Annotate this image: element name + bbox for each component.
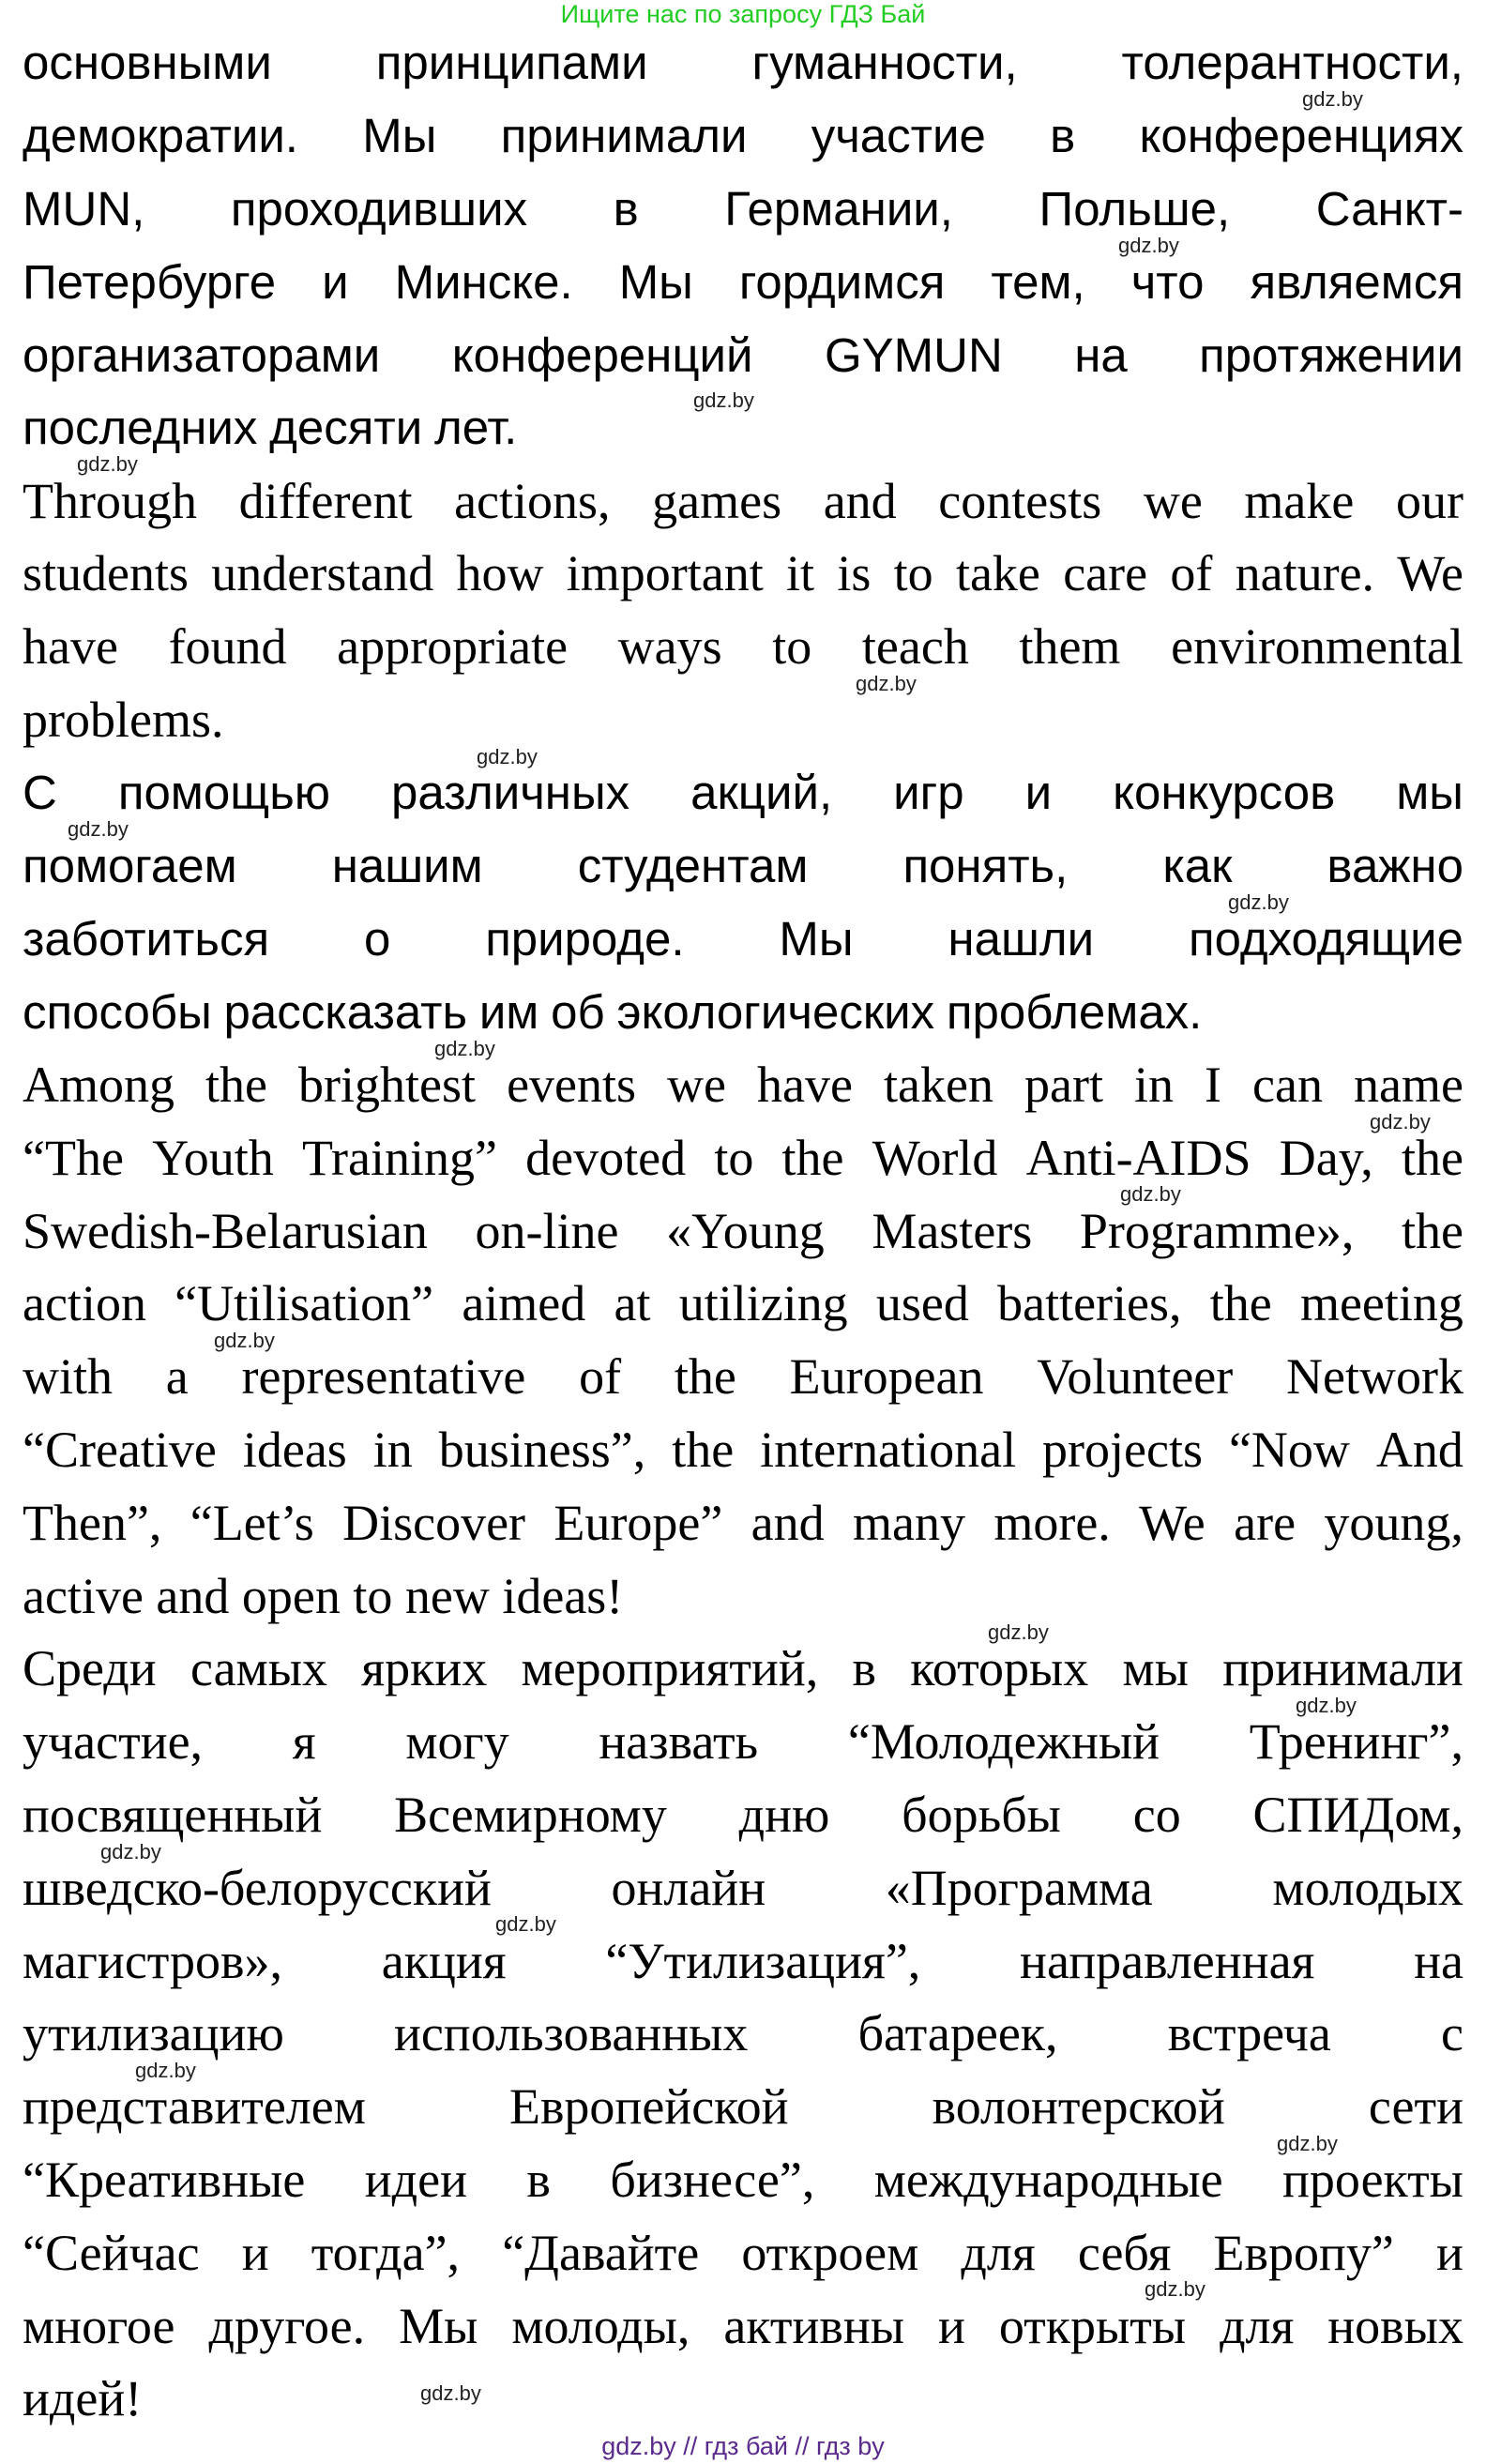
word: способы <box>23 984 212 1039</box>
text-line <box>23 2143 1463 2216</box>
word: десяти <box>269 401 423 455</box>
word: Европейской <box>508 2078 789 2136</box>
word: to <box>353 1567 393 1624</box>
word: active <box>23 1567 144 1624</box>
word: of <box>1170 545 1213 602</box>
word: акций, <box>690 766 833 820</box>
word: meeting <box>1299 1275 1463 1332</box>
text-line <box>23 756 1463 829</box>
word: used <box>875 1275 969 1332</box>
word: it <box>786 545 815 602</box>
word: молодых <box>1272 1859 1463 1916</box>
word: последних <box>23 401 258 455</box>
word: the <box>781 1129 844 1186</box>
text-line <box>23 1048 1463 1121</box>
word: Всемирному <box>394 1787 667 1844</box>
word: Минске. <box>394 254 573 309</box>
text-line <box>23 1633 1463 1706</box>
word: contests <box>938 472 1102 529</box>
word: идей! <box>23 2370 143 2427</box>
text-line <box>23 1413 1463 1486</box>
word: can <box>1252 1057 1323 1114</box>
word: участие, <box>23 1713 204 1771</box>
word: to <box>772 618 812 676</box>
word: Тренинг”, <box>1249 1713 1463 1771</box>
watermark: gdz.by <box>495 1912 556 1936</box>
word: онлайн <box>611 1859 766 1916</box>
word: конференциях <box>1139 109 1463 163</box>
word: со <box>1132 1787 1181 1844</box>
word: devoted <box>525 1129 687 1186</box>
watermark: gdz.by <box>68 817 129 841</box>
word: молоды, <box>511 2297 690 2354</box>
text-line <box>23 1924 1463 1998</box>
text-line <box>23 610 1463 683</box>
word: different <box>238 472 413 529</box>
watermark: gdz.by <box>135 2059 196 2082</box>
word: студентам <box>577 839 809 893</box>
watermark: gdz.by <box>693 388 754 412</box>
word: подходящие <box>1188 911 1463 966</box>
word: помощью <box>117 766 331 820</box>
word: помогаем <box>23 839 237 893</box>
word: “Let’s <box>190 1494 314 1551</box>
word: problems. <box>23 692 224 749</box>
word: a <box>165 1348 189 1406</box>
word: СПИДом, <box>1252 1787 1463 1844</box>
text-line <box>23 975 1463 1048</box>
word: экологических <box>616 984 935 1039</box>
word: Среди <box>23 1640 157 1697</box>
text-line <box>23 1998 1463 2071</box>
word: understand <box>211 545 434 602</box>
word: Youth <box>152 1129 274 1186</box>
word: Then”, <box>23 1494 162 1551</box>
word: brightest <box>298 1057 477 1114</box>
watermark: gdz.by <box>1302 87 1363 111</box>
word: «Программа <box>885 1859 1153 1916</box>
word: на <box>1074 327 1128 382</box>
word: nature. <box>1235 545 1375 602</box>
text-line <box>23 1778 1463 1851</box>
text-line <box>23 1486 1463 1559</box>
word: representative <box>241 1348 526 1406</box>
word: games <box>652 472 782 529</box>
watermark: gdz.by <box>214 1329 275 1352</box>
text-line <box>23 1194 1463 1268</box>
word: многое <box>23 2297 175 2354</box>
word: гордимся <box>738 254 946 309</box>
text-line <box>23 2070 1463 2143</box>
word: природе. <box>485 911 685 966</box>
word: рассказать <box>223 984 468 1039</box>
word: в <box>1050 109 1076 163</box>
word: the <box>672 1422 735 1479</box>
word: являемся <box>1250 254 1463 309</box>
word: представителем <box>23 2078 366 2136</box>
text-line <box>23 1851 1463 1924</box>
word: Петербурге <box>23 254 277 309</box>
word: заботиться <box>23 911 270 966</box>
text-line <box>23 26 1463 99</box>
word: to <box>714 1129 754 1186</box>
word: для <box>1220 2297 1295 2354</box>
word: have <box>757 1057 853 1114</box>
word: on-line <box>475 1202 619 1259</box>
word: of <box>579 1348 622 1406</box>
word: “Креативные <box>23 2152 306 2208</box>
word: important <box>566 545 764 602</box>
text-line <box>23 245 1463 318</box>
word: Europe” <box>553 1494 723 1551</box>
word: утилизацию <box>23 2005 284 2062</box>
word: об <box>551 984 605 1039</box>
watermark: gdz.by <box>1296 1694 1357 1717</box>
word: проекты <box>1282 2152 1463 2208</box>
word: environmental <box>1171 618 1463 676</box>
word: в <box>613 181 639 236</box>
word: and <box>823 472 897 529</box>
word: принципами <box>375 36 648 90</box>
word: take <box>955 545 1040 602</box>
word: action <box>23 1275 146 1332</box>
word: how <box>456 545 544 602</box>
word: магистров», <box>23 1932 283 1989</box>
word: events <box>507 1057 637 1114</box>
word: Discover <box>342 1494 526 1551</box>
watermark: gdz.by <box>77 452 138 476</box>
word: many <box>852 1494 965 1551</box>
word: aimed <box>462 1275 586 1332</box>
word: на <box>1414 1932 1463 1989</box>
word: встреча <box>1167 2005 1331 2062</box>
word: Swedish-Belarusian <box>23 1202 428 1259</box>
word: гуманности, <box>751 36 1018 90</box>
text-line <box>23 1559 1463 1633</box>
word: конкурсов <box>1113 766 1336 820</box>
word: in <box>372 1422 413 1479</box>
word: лет. <box>434 401 518 455</box>
word: тогда”, <box>311 2224 461 2281</box>
word: участие <box>811 109 986 163</box>
word: actions, <box>454 472 611 529</box>
word: found <box>168 618 287 676</box>
word: нашим <box>331 839 483 893</box>
word: протяжении <box>1199 327 1463 382</box>
word: teach <box>861 618 969 676</box>
word: бизнесе”, <box>610 2152 815 2208</box>
word: новых <box>1327 2297 1463 2354</box>
watermark: gdz.by <box>1120 1182 1181 1206</box>
word: посвященный <box>23 1787 323 1844</box>
word: важно <box>1327 839 1463 893</box>
word: the <box>1209 1275 1272 1332</box>
word: “Давайте <box>502 2224 700 2281</box>
word: We <box>1397 545 1463 602</box>
word: мы <box>1122 1640 1189 1697</box>
watermark: gdz.by <box>420 2381 481 2405</box>
word: the <box>674 1348 736 1406</box>
word: шведско-белорусский <box>23 1859 492 1916</box>
word: World <box>872 1129 998 1186</box>
word: им <box>478 984 539 1039</box>
word: “Сейчас <box>23 2224 200 2281</box>
word: in <box>1133 1057 1174 1114</box>
word: волонтерской <box>932 2078 1225 2136</box>
word: them <box>1019 618 1121 676</box>
watermark: gdz.by <box>1118 234 1179 257</box>
word: ideas <box>242 1422 347 1479</box>
word: нашли <box>948 911 1095 966</box>
word: борьбы <box>902 1787 1061 1844</box>
word: batteries, <box>997 1275 1182 1332</box>
word: business”, <box>438 1422 646 1479</box>
word: “Утилизация”, <box>605 1932 921 1989</box>
word: различных <box>391 766 630 820</box>
word: ways <box>617 618 722 676</box>
watermark: gdz.by <box>856 672 917 695</box>
watermark: gdz.by <box>434 1037 495 1060</box>
word: и <box>937 2297 965 2354</box>
word: Day, <box>1279 1129 1373 1186</box>
word: is <box>837 545 872 602</box>
paragraph <box>23 464 1463 756</box>
word: принимали <box>1222 1640 1463 1697</box>
text-line <box>23 99 1463 173</box>
word: себя <box>1077 2224 1172 2281</box>
word: ideas! <box>502 1567 624 1624</box>
text-line <box>23 2216 1463 2289</box>
word: дню <box>738 1787 830 1844</box>
word: MUN, <box>23 181 145 236</box>
word: Мы <box>399 2297 478 2354</box>
word: и <box>1024 766 1053 820</box>
word: которых <box>910 1640 1089 1697</box>
word: могу <box>405 1713 509 1771</box>
word: конференций <box>451 327 753 382</box>
word: Through <box>23 472 197 529</box>
word: taken <box>884 1057 993 1114</box>
word: международные <box>873 2152 1223 2208</box>
text-line <box>23 2289 1463 2363</box>
word: we <box>667 1057 727 1114</box>
site-footer-links: gdz.by // гдз бай // гдз by <box>601 2432 885 2460</box>
word: appropriate <box>337 618 569 676</box>
word: откроем <box>741 2224 919 2281</box>
word: с <box>1441 2005 1463 2062</box>
text-line <box>23 683 1463 756</box>
word: открыты <box>998 2297 1187 2354</box>
word: “Молодежный <box>847 1713 1160 1771</box>
word: our <box>1395 472 1463 529</box>
word: “The <box>23 1129 124 1186</box>
word: проблемах. <box>946 984 1203 1039</box>
word: активны <box>723 2297 905 2354</box>
word: Санкт- <box>1315 181 1463 236</box>
word: и <box>322 254 349 309</box>
text-line <box>23 318 1463 391</box>
word: принимали <box>500 109 748 163</box>
word: ярких <box>361 1640 488 1697</box>
word: new <box>404 1567 490 1624</box>
watermark: gdz.by <box>100 1840 161 1863</box>
word: GYMUN <box>824 327 1003 382</box>
word: направленная <box>1020 1932 1315 1989</box>
word: назвать <box>599 1713 759 1771</box>
word: о <box>363 911 391 966</box>
watermark: gdz.by <box>1145 2277 1205 2301</box>
word: Европу” <box>1213 2224 1394 2281</box>
word: part <box>1024 1057 1103 1114</box>
word: have <box>23 618 118 676</box>
word: С <box>23 766 57 820</box>
word: to <box>893 545 933 602</box>
watermark: gdz.by <box>1277 2132 1338 2155</box>
word: идеи <box>364 2152 467 2208</box>
word: And <box>1375 1422 1463 1479</box>
word: international <box>760 1422 1017 1479</box>
word: я <box>292 1713 316 1771</box>
word: Мы <box>779 911 854 966</box>
word: тем, <box>991 254 1085 309</box>
site-banner: Ищите нас по запросу ГДЗ Бай <box>560 0 926 28</box>
word: young, <box>1324 1494 1463 1551</box>
watermark: gdz.by <box>988 1620 1049 1644</box>
word: “Now <box>1228 1422 1350 1479</box>
word: как <box>1162 839 1233 893</box>
text-line <box>23 464 1463 538</box>
watermark: gdz.by <box>1228 890 1289 914</box>
word: понять, <box>902 839 1069 893</box>
word: with <box>23 1348 114 1406</box>
word: projects <box>1042 1422 1203 1479</box>
word: the <box>1401 1129 1463 1186</box>
word: проходивших <box>230 181 528 236</box>
word: we <box>1143 472 1203 529</box>
word: open <box>241 1567 341 1624</box>
word: name <box>1354 1057 1463 1114</box>
word: I <box>1205 1057 1222 1114</box>
word: are <box>1234 1494 1296 1551</box>
word: care <box>1063 545 1148 602</box>
word: для <box>961 2224 1036 2281</box>
word: Мы <box>618 254 693 309</box>
text-line <box>23 1121 1463 1194</box>
word: the <box>1401 1202 1463 1259</box>
word: что <box>1130 254 1205 309</box>
word: “Utilisation” <box>174 1275 434 1332</box>
word: at <box>614 1275 651 1332</box>
word: «Young <box>666 1202 825 1259</box>
text-line <box>23 173 1463 246</box>
word: организаторами <box>23 327 381 382</box>
word: мероприятий, <box>521 1640 819 1697</box>
word: самых <box>190 1640 327 1697</box>
paragraph <box>23 1633 1463 2436</box>
word: utilizing <box>678 1275 848 1332</box>
word: make <box>1244 472 1355 529</box>
word: Masters <box>872 1202 1033 1259</box>
word: в <box>526 2152 551 2208</box>
word: We <box>1139 1494 1205 1551</box>
text-line <box>23 2363 1463 2436</box>
word: Volunteer <box>1037 1348 1234 1406</box>
word: the <box>205 1057 268 1114</box>
watermark: gdz.by <box>1370 1110 1431 1133</box>
word: and <box>156 1567 230 1624</box>
text-line <box>23 1705 1463 1778</box>
word: “Creative <box>23 1422 217 1479</box>
word: Anti-AIDS <box>1025 1129 1251 1186</box>
word: students <box>23 545 190 602</box>
word: игр <box>893 766 964 820</box>
text-line <box>23 538 1463 611</box>
word: мы <box>1396 766 1463 820</box>
word: использованных <box>393 2005 749 2062</box>
word: Training” <box>301 1129 497 1186</box>
word: сети <box>1368 2078 1463 2136</box>
word: Programme», <box>1079 1202 1355 1259</box>
word: толерантности, <box>1121 36 1463 90</box>
word: Польше, <box>1039 181 1231 236</box>
word: European <box>789 1348 984 1406</box>
word: и <box>1436 2224 1463 2281</box>
word: в <box>852 1640 876 1697</box>
word: основными <box>23 36 272 90</box>
watermark: gdz.by <box>477 745 538 768</box>
word: and <box>751 1494 825 1551</box>
word: more. <box>993 1494 1111 1551</box>
word: Германии, <box>724 181 953 236</box>
word: демократии. <box>23 109 298 163</box>
word: Мы <box>362 109 437 163</box>
word: Among <box>23 1057 174 1114</box>
word: другое. <box>208 2297 366 2354</box>
word: и <box>241 2224 269 2281</box>
word: батареек, <box>857 2005 1058 2062</box>
word: акция <box>381 1932 507 1989</box>
word: Network <box>1286 1348 1463 1406</box>
